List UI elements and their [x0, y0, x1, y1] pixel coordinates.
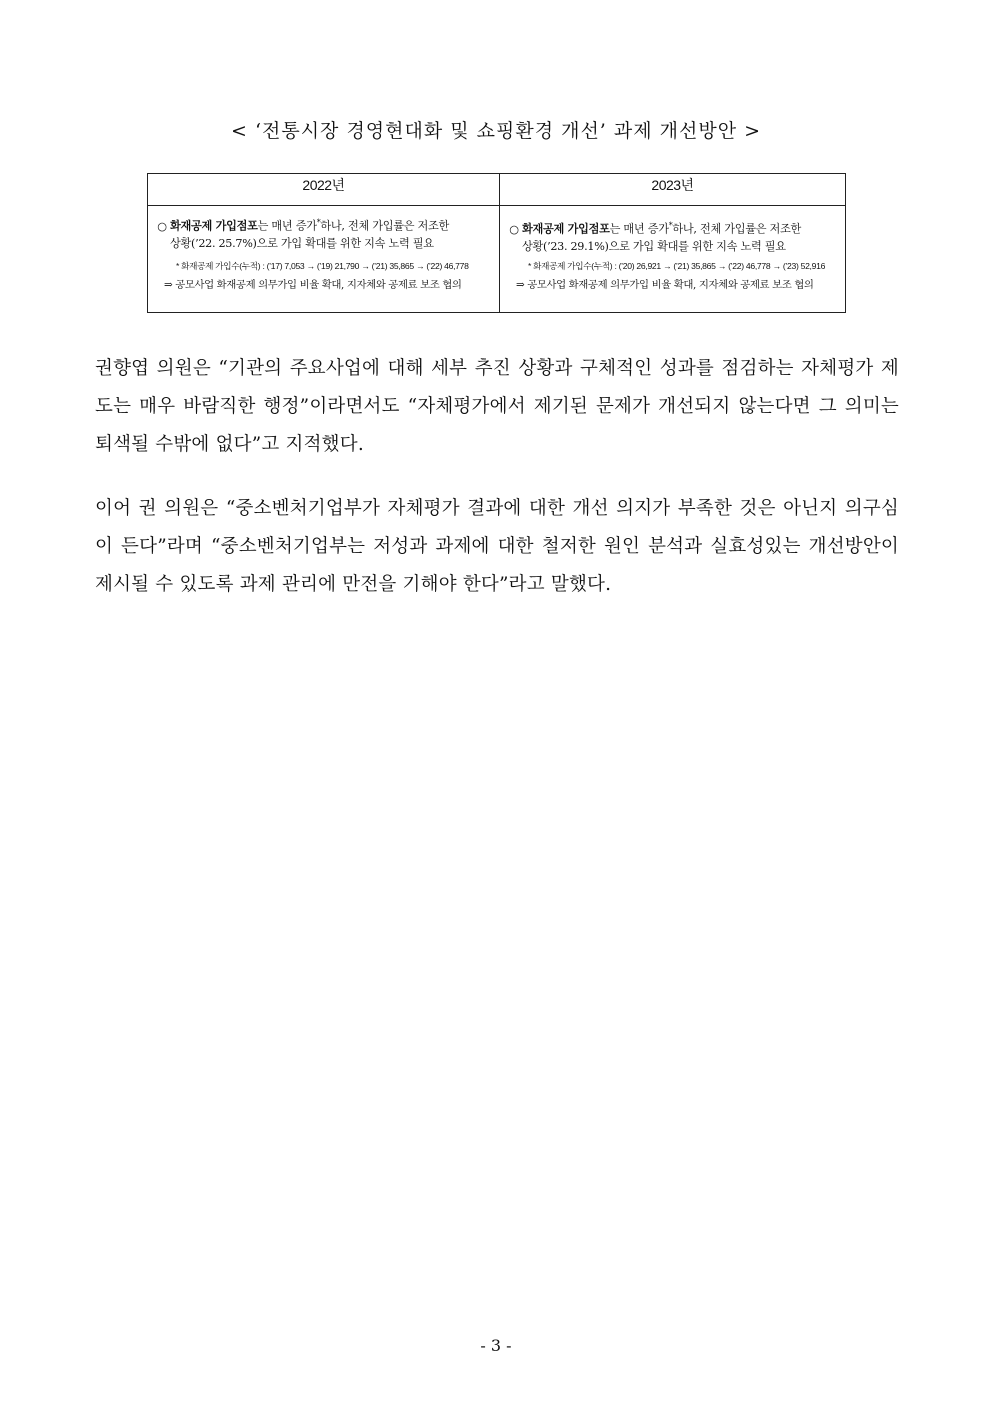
paragraph-1: 권향엽 의원은 “기관의 주요사업에 대해 세부 추진 상황과 구체적인 성과를 점검하는 자체평가 제도는 매우 바람직한 행정”이라면서도 “자체평가에서 제기된 문제가 개선되지 않는다면 그 의미는 퇴색될 수밖에 없다”고 지적했다.	[95, 358, 899, 455]
footnote: * 화재공제 가입수(누적) : (’20) 26,921 → (’21) 35,865 → (’22) 46,778 → (’23) 52,916	[528, 260, 826, 271]
circle-bullet: ○	[509, 222, 519, 236]
header-2023: 2023년	[500, 174, 846, 206]
cell-2022	[148, 206, 500, 313]
issue-bold-text: 화재공제 가입점포	[522, 221, 610, 236]
issue-line-2: 상황(’23. 29.1%)으로 가입 확대를 위한 지속 노력 필요	[522, 239, 786, 253]
issue-bold-text: 화재공제 가입점포	[170, 218, 258, 233]
issue-text-cont: 하나, 전체 가입률은 저조한	[672, 222, 802, 236]
action-line: ⇒ 공모사업 화재공제 의무가입 비율 확대, 지자체와 공제료 보조 협의	[516, 278, 814, 291]
table-header-row	[148, 174, 846, 206]
action-line: ⇒ 공모사업 화재공제 의무가입 비율 확대, 지자체와 공제료 보조 협의	[164, 278, 462, 291]
cell-2023	[500, 206, 846, 313]
table-row	[148, 206, 846, 313]
footnote: * 화재공제 가입수(누적) : (’17) 7,053 → (’19) 21,790 → (’21) 35,865 → (’22) 46,778	[176, 260, 469, 271]
issue-text-cont: 하나, 전체 가입률은 저조한	[320, 219, 450, 233]
footnote-mark: *	[316, 218, 321, 227]
circle-bullet: ○	[157, 219, 167, 233]
paragraph-2: 이어 권 의원은 “중소벤처기업부가 자체평가 결과에 대한 개선 의지가 부족한 것은 아닌지 의구심이 든다”라며 “중소벤처기업부는 저성과 과제에 대한 철저한 원인 분석과 실효성있는 개선방안이 제시될 수 있도록 과제 관리에 만전을 기해야 한다”라고 말했다.	[95, 498, 899, 595]
issue-line	[154, 214, 495, 235]
comparison-table	[147, 173, 846, 313]
document-title: < ‘전통시장 경영현대화 및 쇼핑환경 개선’ 과제 개선방안 >	[230, 120, 762, 142]
issue-line-2: 상황(’22. 25.7%)으로 가입 확대를 위한 지속 노력 필요	[170, 236, 434, 250]
page-number: - 3 -	[480, 1336, 512, 1355]
issue-line	[506, 217, 841, 238]
footnote-mark: *	[668, 221, 673, 230]
header-2022: 2022년	[148, 174, 500, 206]
issue-text: 는 매년 증가	[609, 222, 669, 236]
issue-text: 는 매년 증가	[257, 219, 317, 233]
